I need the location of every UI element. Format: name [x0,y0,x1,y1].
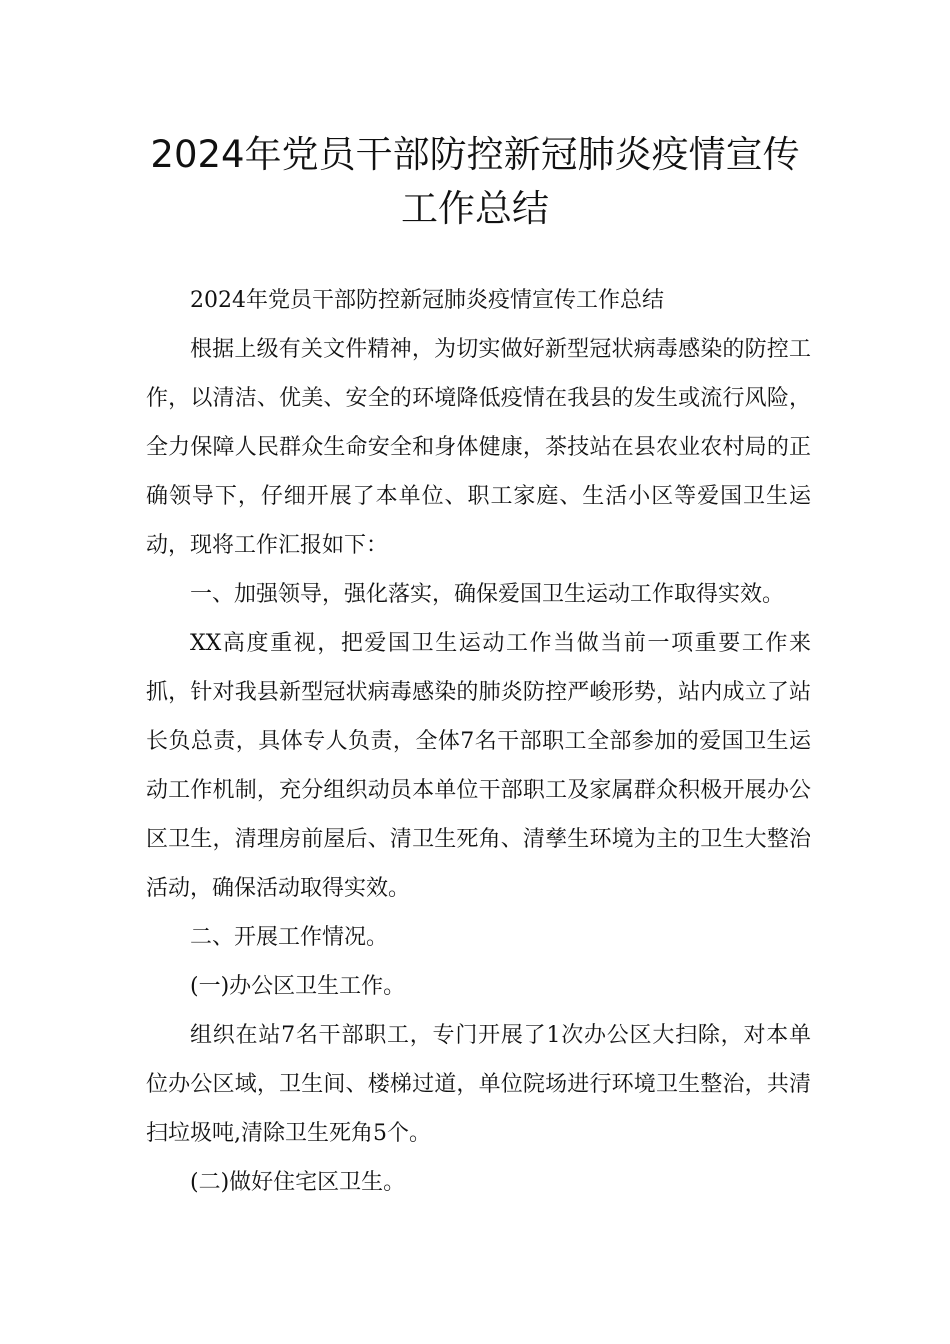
paragraph-subtitle: 2024年党员干部防控新冠肺炎疫情宣传工作总结 [190,288,664,313]
title-line-1: 2024年党员干部防控新冠肺炎疫情宣传 [150,133,800,176]
subsection-heading-2: (二)做好住宅区卫生。 [190,1170,406,1195]
document-title [100,128,850,236]
paragraph-subsection-1: 组织在站7名干部职工，专门开展了1次办公区大扫除，对本单位办公区域，卫生间、楼梯过道，单位院场进行环境卫生整治，共清扫垃圾吨,清除卫生死角5个。 [146,1023,811,1146]
section-heading-1: 一、加强领导，强化落实，确保爱国卫生运动工作取得实效。 [190,582,785,607]
section-heading-2: 二、开展工作情况。 [190,925,389,950]
subsection-heading-1: (一)办公区卫生工作。 [190,974,406,999]
title-line-2: 工作总结 [401,187,549,230]
document-body [146,276,811,1207]
paragraph-section-1: XX高度重视，把爱国卫生运动工作当做当前一项重要工作来抓，针对我县新型冠状病毒感染的肺炎防控严峻形势，站内成立了站长负总责，具体专人负责，全体7名干部职工全部参加的爱国卫生运动工作机制，充分组织动员本单位干部职工及家属群众积极开展办公区卫生，清理房前屋后、清卫生死角、清孳生环境为主的卫生大整治活动，确保活动取得实效。 [146,631,811,901]
paragraph-intro: 根据上级有关文件精神，为切实做好新型冠状病毒感染的防控工作，以清洁、优美、安全的环境降低疫情在我县的发生或流行风险，全力保障人民群众生命安全和身体健康，茶技站在县农业农村局的正确领导下，仔细开展了本单位、职工家庭、生活小区等爱国卫生运动，现将工作汇报如下： [146,337,811,558]
